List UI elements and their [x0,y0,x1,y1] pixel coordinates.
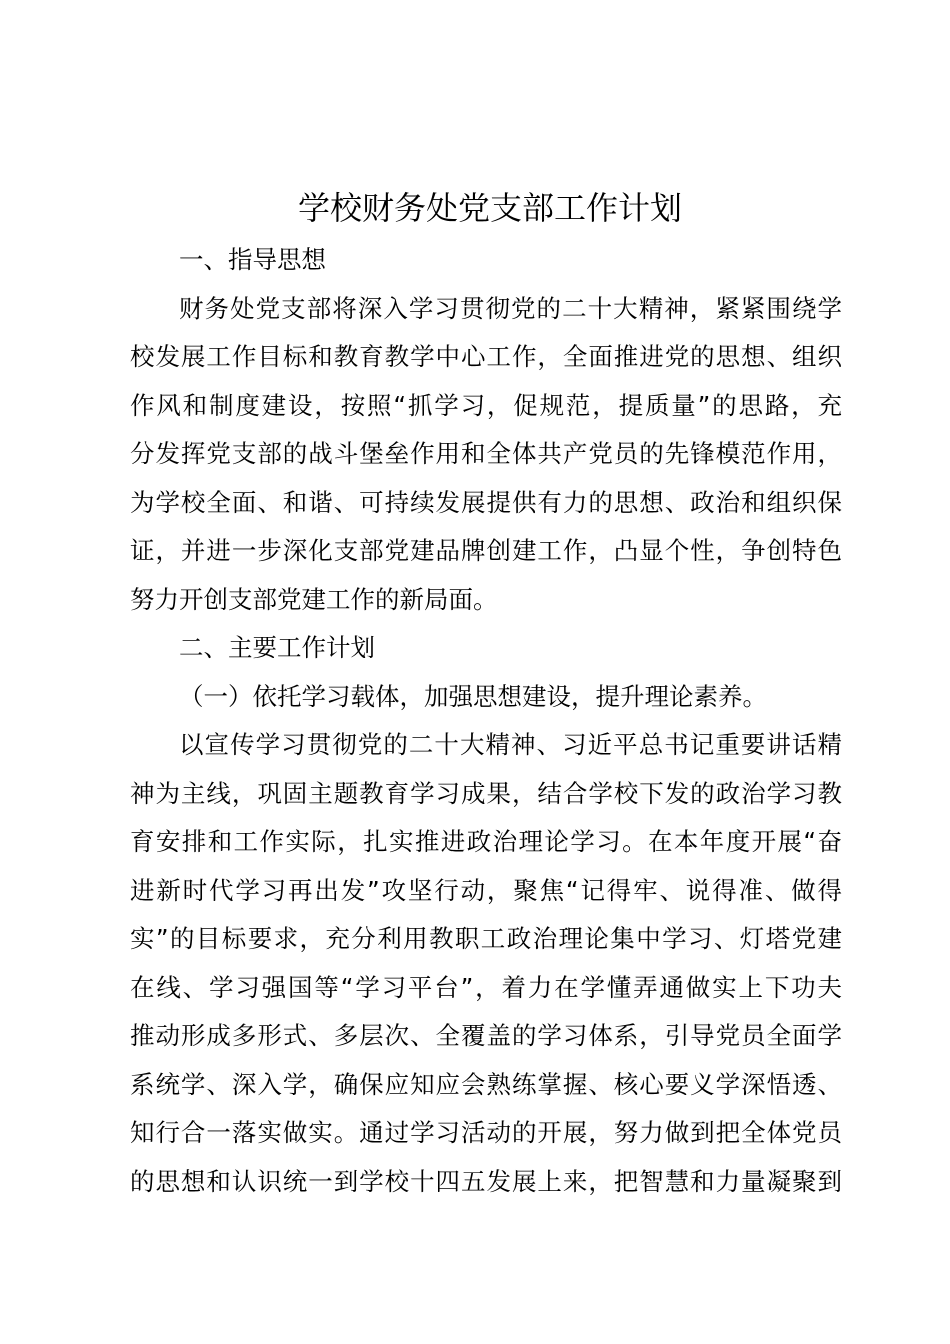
paragraph-line: 在线、学习强国等“学习平台”，着力在学懂弄通做实上下功夫 [130,972,842,1002]
paragraph-line: 努力开创支部党建工作的新局面。 [130,584,498,614]
section-heading-main-work-plan: 二、主要工作计划 [179,633,375,662]
paragraph-line: 校发展工作目标和教育教学中心工作，全面推进党的思想、组织 [130,342,842,371]
paragraph-line: 育安排和工作实际，扎实推进政治理论学习。在本年度开展“奋 [130,827,842,856]
paragraph-line: 财务处党支部将深入学习贯彻党的二十大精神，紧紧围绕学 [179,293,842,323]
paragraph-line: 系统学、深入学，确保应知应会熟练掌握、核心要义学深悟透、 [130,1069,842,1099]
paragraph-line: 实”的目标要求，充分利用教职工政治理论集中学习、灯塔党建 [130,924,842,953]
paragraph-study-carrier [130,721,842,1206]
paragraph-line: 推动形成多形式、多层次、全覆盖的学习体系，引导党员全面学 [130,1021,842,1050]
paragraph-guiding-ideology [130,285,842,625]
paragraph-line: 分发挥党支部的战斗堡垒作用和全体共产党员的先锋模范作用， [130,439,842,468]
document-page [130,180,842,1206]
paragraph-line: 作风和制度建设，按照“抓学习，促规范，提质量”的思路，充 [130,390,842,420]
document-title: 学校财务处党支部工作计划 [297,189,682,227]
paragraph-line: 的思想和认识统一到学校十四五发展上来，把智慧和力量凝聚到 [130,1166,842,1196]
paragraph-line: 神为主线，巩固主题教育学习成果，结合学校下发的政治学习教 [130,778,842,808]
paragraph-line: 以宣传学习贯彻党的二十大精神、习近平总书记重要讲话精 [179,730,842,759]
paragraph-line: 为学校全面、和谐、可持续发展提供有力的思想、政治和组织保 [130,487,842,517]
paragraph-line: 进新时代学习再出发”攻坚行动，聚焦“记得牢、说得准、做得 [130,875,842,905]
section-heading-guiding-ideology: 一、指导思想 [179,245,326,274]
subsection-heading-study-carrier: （一）依托学习载体，加强思想建设，提升理论素养。 [179,681,767,711]
paragraph-line: 证，并进一步深化支部党建品牌创建工作，凸显个性，争创特色 [130,536,842,565]
paragraph-line: 知行合一落实做实。通过学习活动的开展，努力做到把全体党员 [130,1118,842,1147]
